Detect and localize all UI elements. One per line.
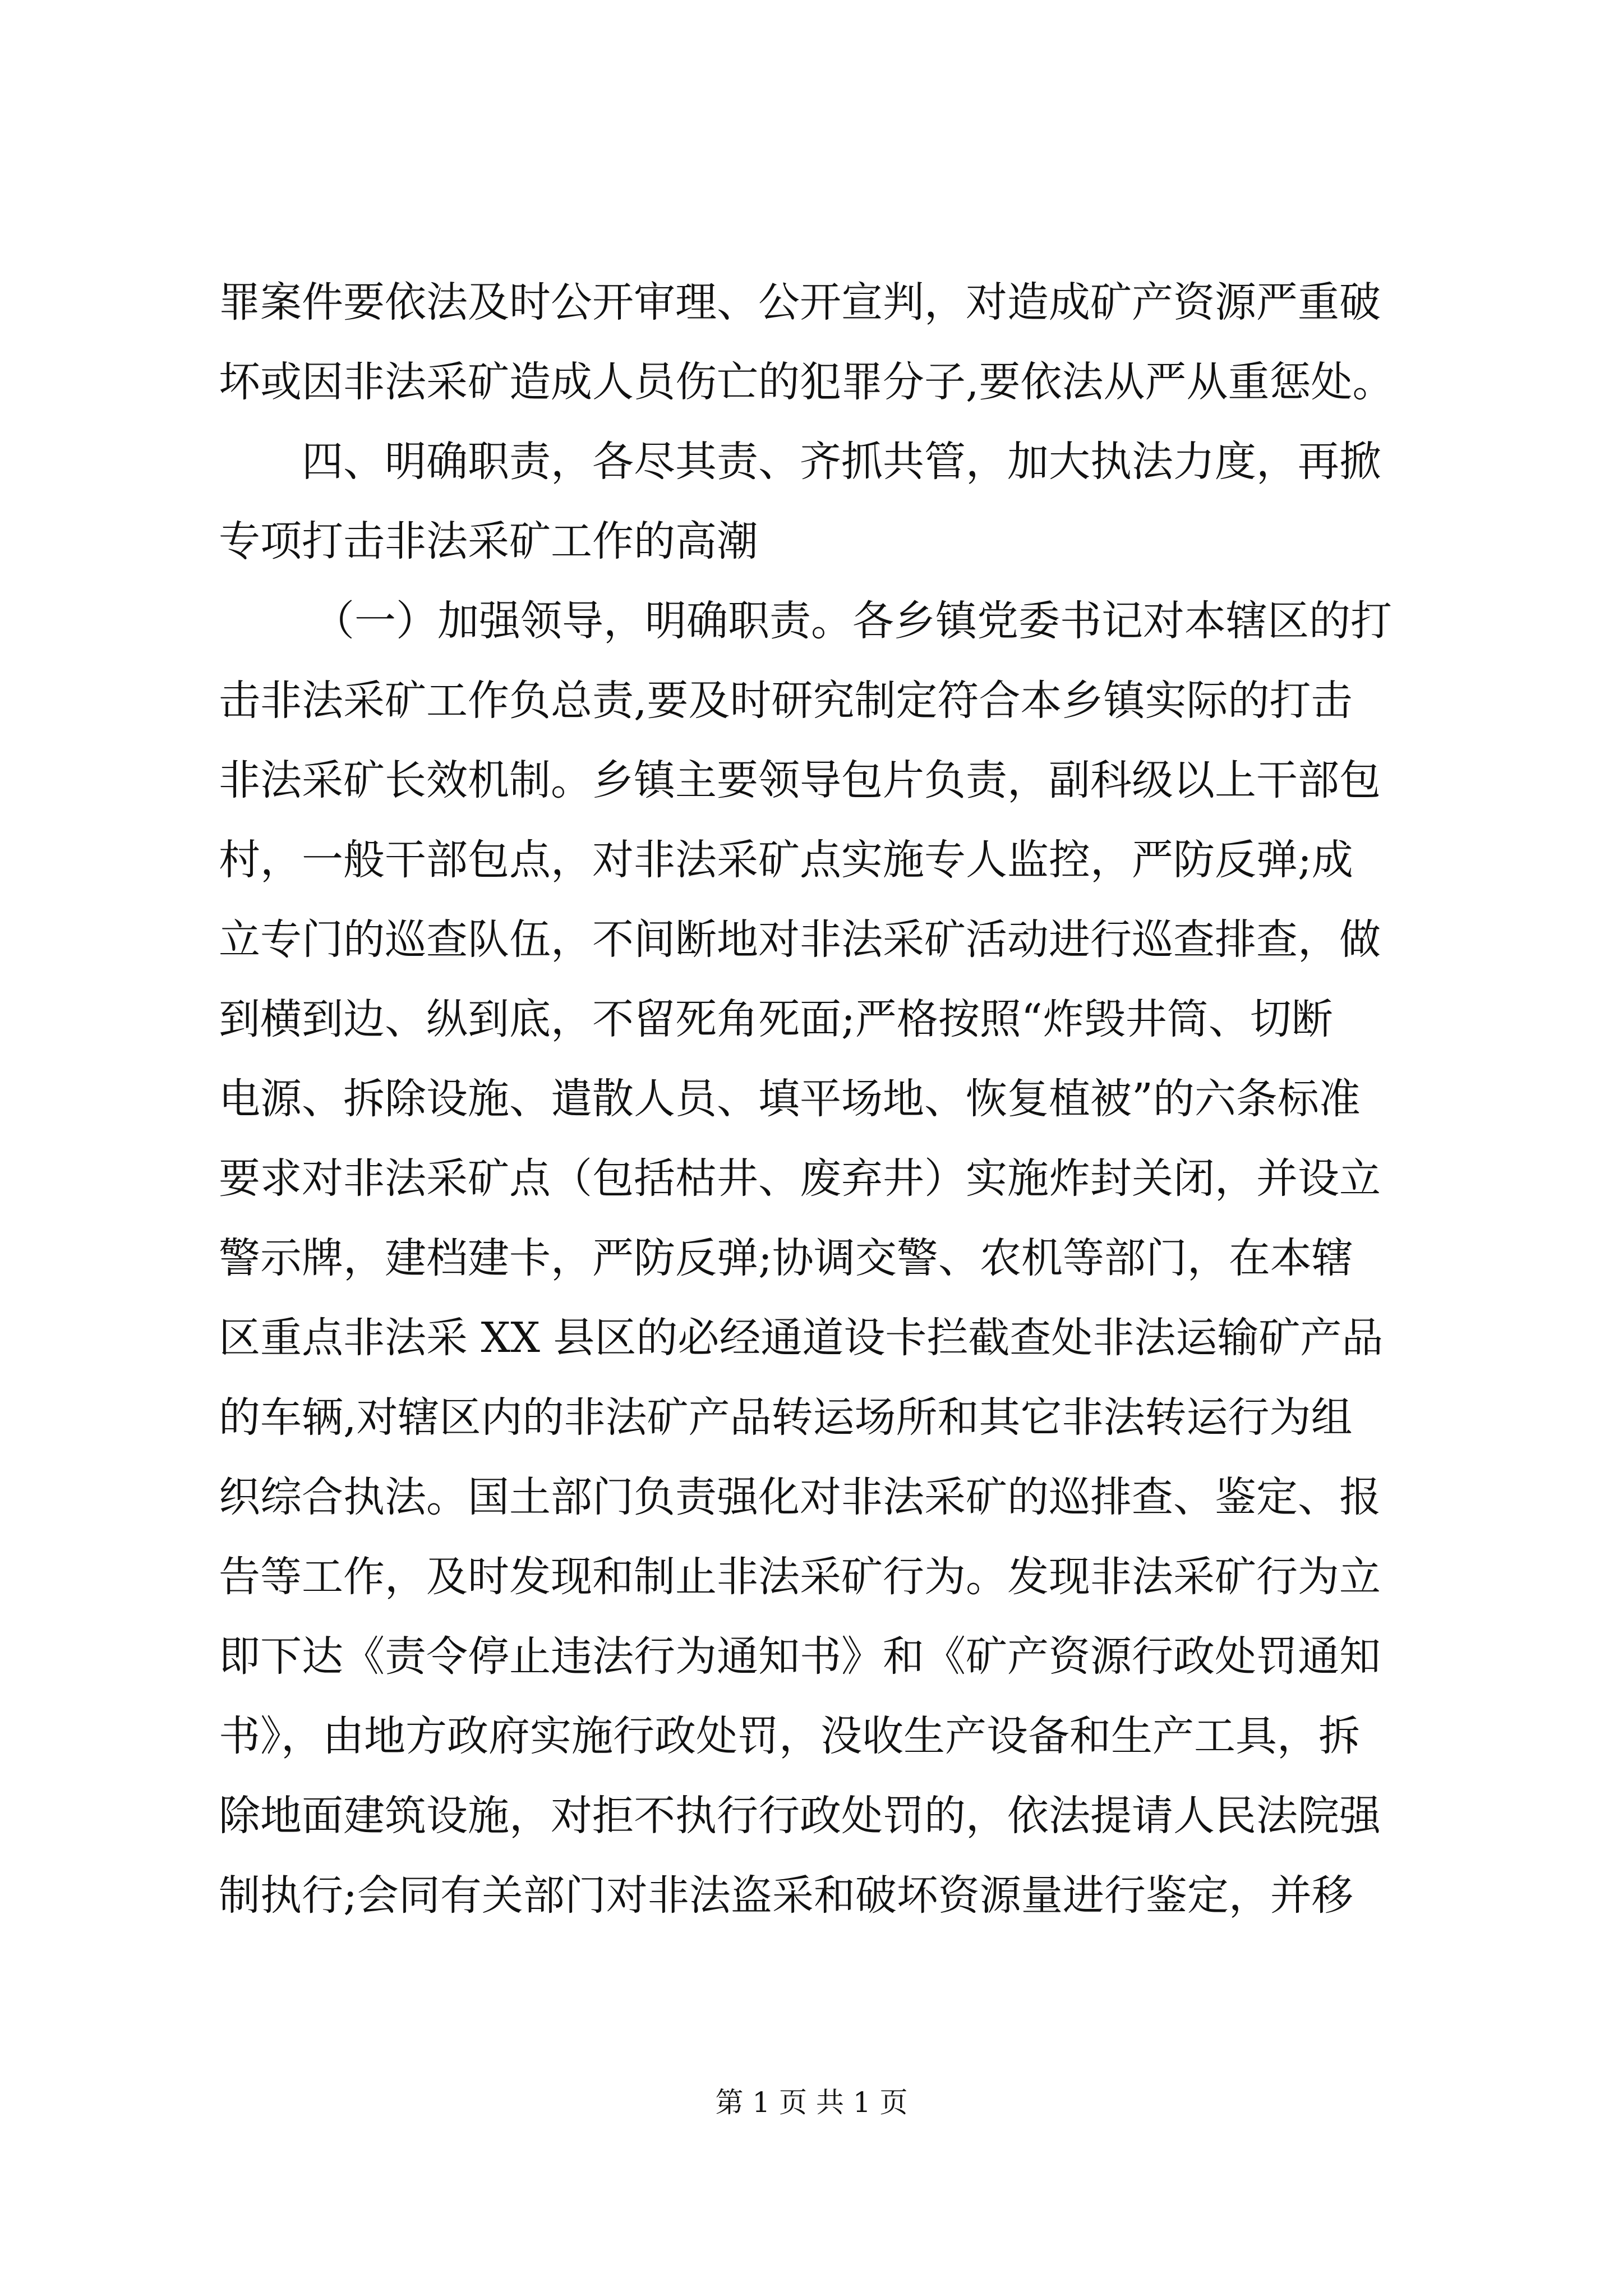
text-line: 区重点非法采 XX 县区的必经通道设卡拦截查处非法运输矿产品 <box>219 1314 1384 1362</box>
text-line: 织综合执法。国土部门负责强化对非法采矿的巡排查、鉴定、报 <box>219 1473 1381 1521</box>
text-line: 即下达《责令停止违法行为通知书》和《矿产资源行政处罚通知 <box>219 1632 1381 1681</box>
text-line: 制执行;会同有关部门对非法盗采和破坏资源量进行鉴定，并移 <box>219 1871 1353 1920</box>
text-line: 告等工作，及时发现和制止非法采矿行为。发现非法采矿行为立 <box>219 1553 1381 1601</box>
text-line: 书》，由地方政府实施行政处罚，没收生产设备和生产工具，拆 <box>219 1712 1360 1760</box>
text-line: 罪案件要依法及时公开审理、公开宣判，对造成矿产资源严重破 <box>219 278 1381 326</box>
text-line: 电源、拆除设施、遣散人员、填平场地、恢复植被”的六条标准 <box>219 1075 1361 1123</box>
section-heading-line: 专项打击非法采矿工作的高潮 <box>219 517 758 565</box>
text-line: 击非法采矿工作负总责,要及时研究制定符合本乡镇实际的打击 <box>219 677 1353 725</box>
text-line: 的车辆,对辖区内的非法矿产品转运场所和其它非法转运行为组 <box>219 1393 1353 1442</box>
text-line: 立专门的巡查队伍，不间断地对非法采矿活动进行巡查排查，做 <box>219 915 1381 964</box>
subsection-first-line: （一）加强领导，明确职责。各乡镇党委书记对本辖区的打 <box>313 597 1392 645</box>
section-heading-line: 四、明确职责，各尽其责、齐抓共管，加大执法力度，再掀 <box>302 438 1381 486</box>
text-line: 除地面建筑设施，对拒不执行行政处罚的，依法提请人民法院强 <box>219 1792 1381 1840</box>
text-line: 到横到边、纵到底，不留死角死面;严格按照“炸毁井筒、切断 <box>219 995 1333 1043</box>
text-line: 要求对非法采矿点（包括枯井、废弃井）实施炸封关闭，并设立 <box>219 1154 1381 1203</box>
text-line: 坏或因非法采矿造成人员伤亡的犯罪分子,要依法从严从重惩处。 <box>219 358 1394 406</box>
text-line: 村，一般干部包点，对非法采矿点实施专人监控，严防反弹;成 <box>219 836 1353 884</box>
page-number-footer: 第 1 页 共 1 页 <box>715 2086 908 2119</box>
text-line: 警示牌，建档建卡，严防反弹;协调交警、农机等部门，在本辖 <box>219 1234 1353 1282</box>
body-text <box>219 263 1413 1935</box>
text-line: 非法采矿长效机制。乡镇主要领导包片负责，副科级以上干部包 <box>219 756 1381 804</box>
